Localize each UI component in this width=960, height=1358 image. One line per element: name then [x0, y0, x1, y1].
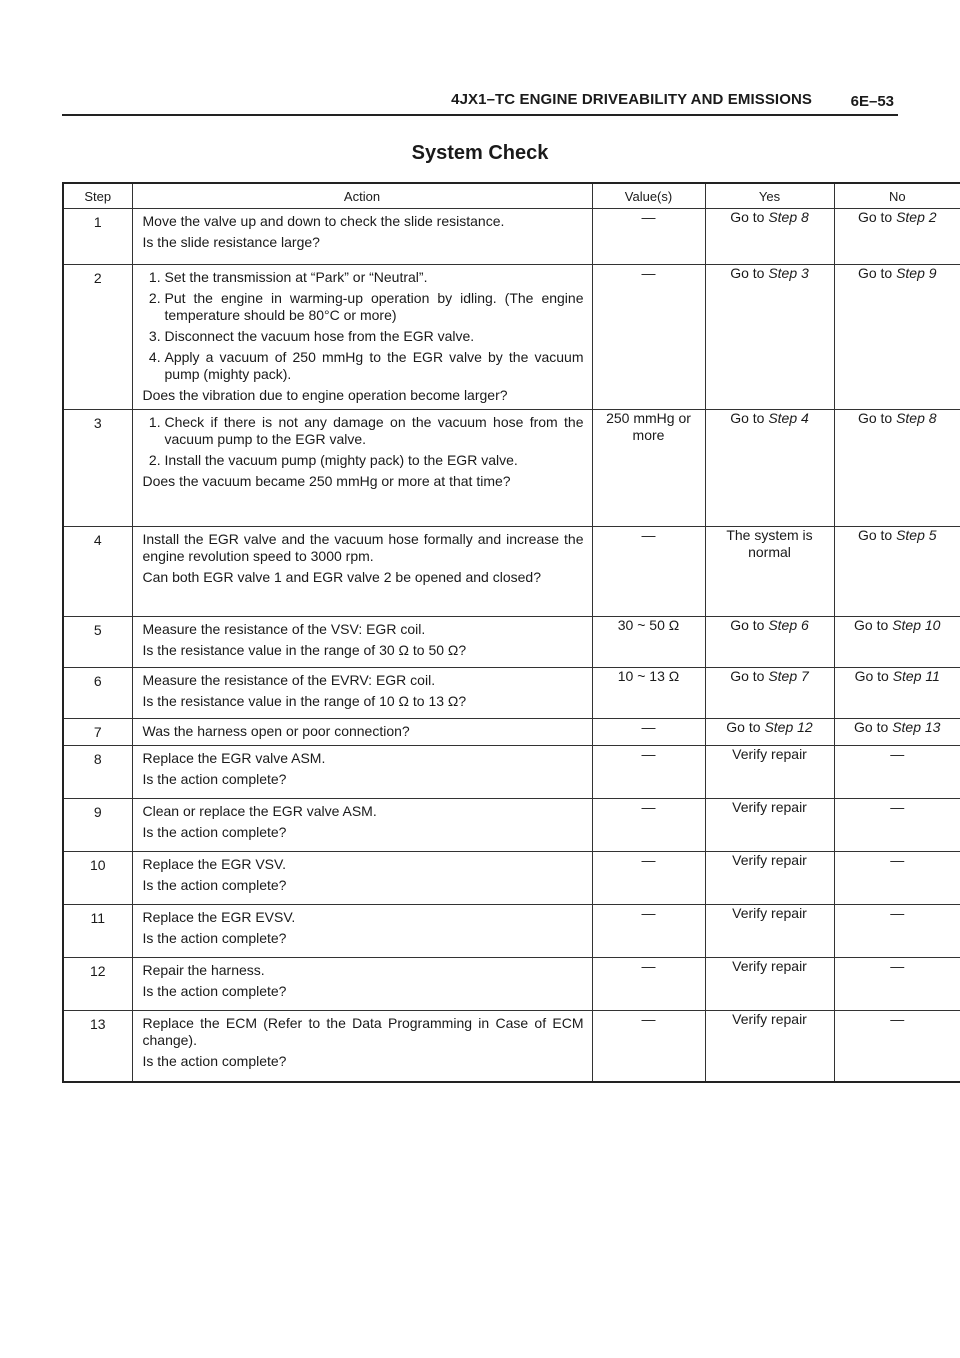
table-row [63, 799, 960, 852]
yes-text: Verify repair [732, 746, 807, 762]
action-cell [132, 410, 592, 527]
table-row [63, 852, 960, 905]
action-question: Is the resistance value in the range of 30 Ω to 50 Ω? [142, 642, 467, 658]
header-title: 4JX1–TC ENGINE DRIVEABILITY AND EMISSIONS [451, 91, 812, 108]
value-cell: — [592, 799, 705, 852]
no-cell [834, 209, 960, 265]
table-row [63, 617, 960, 668]
step-number: 6 [63, 668, 132, 719]
action-cell [132, 958, 592, 1011]
yes-step-reference: Step 3 [768, 265, 809, 281]
table-row [63, 905, 960, 958]
yes-cell [705, 1011, 834, 1082]
value-cell: 10 ~ 13 Ω [592, 668, 705, 719]
action-instruction: Install the EGR valve and the vacuum hose formally and increase the engine revolution speed to 3000 rpm. [142, 531, 584, 564]
yes-text: The system is normal [726, 527, 813, 560]
no-cell [834, 617, 960, 668]
yes-cell [705, 527, 834, 617]
system-check-table [62, 182, 960, 1083]
yes-text: Verify repair [732, 799, 807, 815]
no-step-reference: Step 10 [892, 617, 941, 633]
yes-cell [705, 905, 834, 958]
column-header-step: Step [63, 183, 132, 209]
no-text: — [890, 799, 905, 815]
column-header-no: No [834, 183, 960, 209]
action-instruction: Replace the EGR VSV. [142, 856, 286, 872]
no-cell [834, 265, 960, 410]
yes-step-reference: Step 6 [768, 617, 809, 633]
yes-text: Go to [730, 410, 769, 426]
no-text: Go to [854, 668, 893, 684]
no-text: — [890, 905, 905, 921]
step-number: 2 [63, 265, 132, 410]
action-question: Was the harness open or poor connection? [142, 723, 410, 739]
action-instruction: Replace the EGR EVSV. [142, 909, 296, 925]
no-step-reference: Step 9 [896, 265, 937, 281]
no-step-reference: Step 5 [896, 527, 937, 543]
action-question: Is the action complete? [142, 877, 287, 893]
no-cell [834, 527, 960, 617]
action-cell [132, 719, 592, 746]
no-cell [834, 1011, 960, 1082]
table-row [63, 209, 960, 265]
action-cell [132, 209, 592, 265]
table-header-row [63, 183, 960, 209]
yes-cell [705, 209, 834, 265]
table-row [63, 265, 960, 410]
yes-step-reference: Step 7 [768, 668, 809, 684]
value-cell: — [592, 209, 705, 265]
no-text: — [890, 746, 905, 762]
no-step-reference: Step 2 [896, 209, 937, 225]
no-cell [834, 852, 960, 905]
yes-cell [705, 746, 834, 799]
value-cell: — [592, 1011, 705, 1082]
action-instruction: Move the valve up and down to check the slide resistance. [142, 213, 505, 229]
no-cell [834, 410, 960, 527]
value-cell: 250 mmHg or more [592, 410, 705, 527]
action-step: 2. Install the vacuum pump (mighty pack) to the EGR valve. [165, 452, 584, 469]
yes-cell [705, 958, 834, 1011]
no-text: Go to [857, 527, 897, 543]
step-number: 8 [63, 746, 132, 799]
no-step-reference: Step 8 [896, 410, 937, 426]
yes-cell [705, 265, 834, 410]
step-number: 4 [63, 527, 132, 617]
column-header-yes: Yes [705, 183, 834, 209]
yes-text: Go to [730, 265, 769, 281]
no-text: — [890, 958, 905, 974]
table-row [63, 410, 960, 527]
table-row [63, 1011, 960, 1082]
action-question: Does the vacuum became 250 mmHg or more at that time? [142, 473, 511, 489]
no-cell [834, 958, 960, 1011]
action-question: Is the action complete? [142, 930, 287, 946]
step-number: 7 [63, 719, 132, 746]
no-text: — [890, 852, 905, 868]
table-row [63, 527, 960, 617]
yes-cell [705, 410, 834, 527]
step-number: 11 [63, 905, 132, 958]
step-number: 9 [63, 799, 132, 852]
value-cell: 30 ~ 50 Ω [592, 617, 705, 668]
no-cell [834, 668, 960, 719]
action-instruction: Replace the ECM (Refer to the Data Programming in Case of ECM change). [142, 1015, 584, 1048]
no-cell [834, 719, 960, 746]
no-step-reference: Step 11 [892, 668, 940, 684]
action-step: 3. Disconnect the vacuum hose from the EGR valve. [165, 328, 584, 345]
action-instruction: Measure the resistance of the VSV: EGR coil. [142, 621, 426, 637]
action-cell [132, 617, 592, 668]
no-text: Go to [857, 209, 897, 225]
action-cell [132, 746, 592, 799]
section-title: System Check [411, 142, 549, 164]
action-cell [132, 905, 592, 958]
value-cell: — [592, 852, 705, 905]
no-text: Go to [857, 410, 897, 426]
yes-cell [705, 852, 834, 905]
action-instruction: Measure the resistance of the EVRV: EGR coil. [142, 672, 436, 688]
no-text: Go to [854, 719, 893, 735]
action-instruction: Replace the EGR valve ASM. [142, 750, 326, 766]
action-cell [132, 799, 592, 852]
yes-cell [705, 799, 834, 852]
yes-text: Verify repair [732, 958, 807, 974]
action-question: Is the action complete? [142, 983, 287, 999]
no-text: — [890, 1011, 905, 1027]
column-header-values: Value(s) [592, 183, 705, 209]
yes-step-reference: Step 4 [768, 410, 809, 426]
no-step-reference: Step 13 [892, 719, 941, 735]
value-cell: — [592, 905, 705, 958]
action-cell [132, 527, 592, 617]
step-number: 10 [63, 852, 132, 905]
action-question: Is the action complete? [142, 1053, 287, 1069]
table-row [63, 958, 960, 1011]
no-text: Go to [854, 617, 893, 633]
action-question: Does the vibration due to engine operation become larger? [142, 387, 508, 403]
action-step-list [143, 414, 584, 469]
action-instruction: Repair the harness. [142, 962, 265, 978]
no-cell [834, 746, 960, 799]
yes-cell [705, 668, 834, 719]
value-cell: — [592, 746, 705, 799]
action-cell [132, 265, 592, 410]
action-cell [132, 1011, 592, 1082]
yes-text: Verify repair [732, 905, 807, 921]
value-cell: — [592, 265, 705, 410]
no-text: Go to [857, 265, 897, 281]
yes-cell [705, 719, 834, 746]
yes-step-reference: Step 8 [768, 209, 809, 225]
page-number: 6E–53 [850, 93, 894, 110]
table-row [63, 668, 960, 719]
no-cell [834, 905, 960, 958]
step-number: 12 [63, 958, 132, 1011]
action-step-list [143, 269, 584, 383]
yes-text: Go to [726, 719, 765, 735]
action-step: 4. Apply a vacuum of 250 mmHg to the EGR valve by the vacuum pump (mighty pack). [165, 349, 584, 383]
action-question: Is the action complete? [142, 771, 287, 787]
table-row [63, 719, 960, 746]
step-number: 3 [63, 410, 132, 527]
yes-step-reference: Step 12 [764, 719, 813, 735]
action-question: Is the resistance value in the range of 10 Ω to 13 Ω? [142, 693, 467, 709]
no-cell [834, 799, 960, 852]
page-header [62, 86, 898, 116]
yes-text: Go to [730, 668, 769, 684]
value-cell: — [592, 527, 705, 617]
value-cell: — [592, 719, 705, 746]
table-row [63, 746, 960, 799]
action-step: 2. Put the engine in warming-up operation by idling. (The engine temperature should be 80°C or more) [165, 290, 584, 324]
action-cell [132, 852, 592, 905]
action-question: Is the action complete? [142, 824, 287, 840]
action-step: 1. Set the transmission at “Park” or “Neutral”. [165, 269, 584, 286]
action-instruction: Clean or replace the EGR valve ASM. [142, 803, 377, 819]
yes-text: Verify repair [732, 1011, 807, 1027]
action-step: 1. Check if there is not any damage on the vacuum hose from the vacuum pump to the EGR valve. [165, 414, 584, 448]
column-header-action: Action [132, 183, 592, 209]
table-body [63, 209, 960, 1082]
step-number: 13 [63, 1011, 132, 1082]
action-question: Is the slide resistance large? [142, 234, 320, 250]
step-number: 5 [63, 617, 132, 668]
action-cell [132, 668, 592, 719]
action-question: Can both EGR valve 1 and EGR valve 2 be opened and closed? [142, 569, 541, 585]
yes-text: Verify repair [732, 852, 807, 868]
value-cell: — [592, 958, 705, 1011]
yes-text: Go to [730, 209, 769, 225]
step-number: 1 [63, 209, 132, 265]
yes-text: Go to [730, 617, 769, 633]
yes-cell [705, 617, 834, 668]
